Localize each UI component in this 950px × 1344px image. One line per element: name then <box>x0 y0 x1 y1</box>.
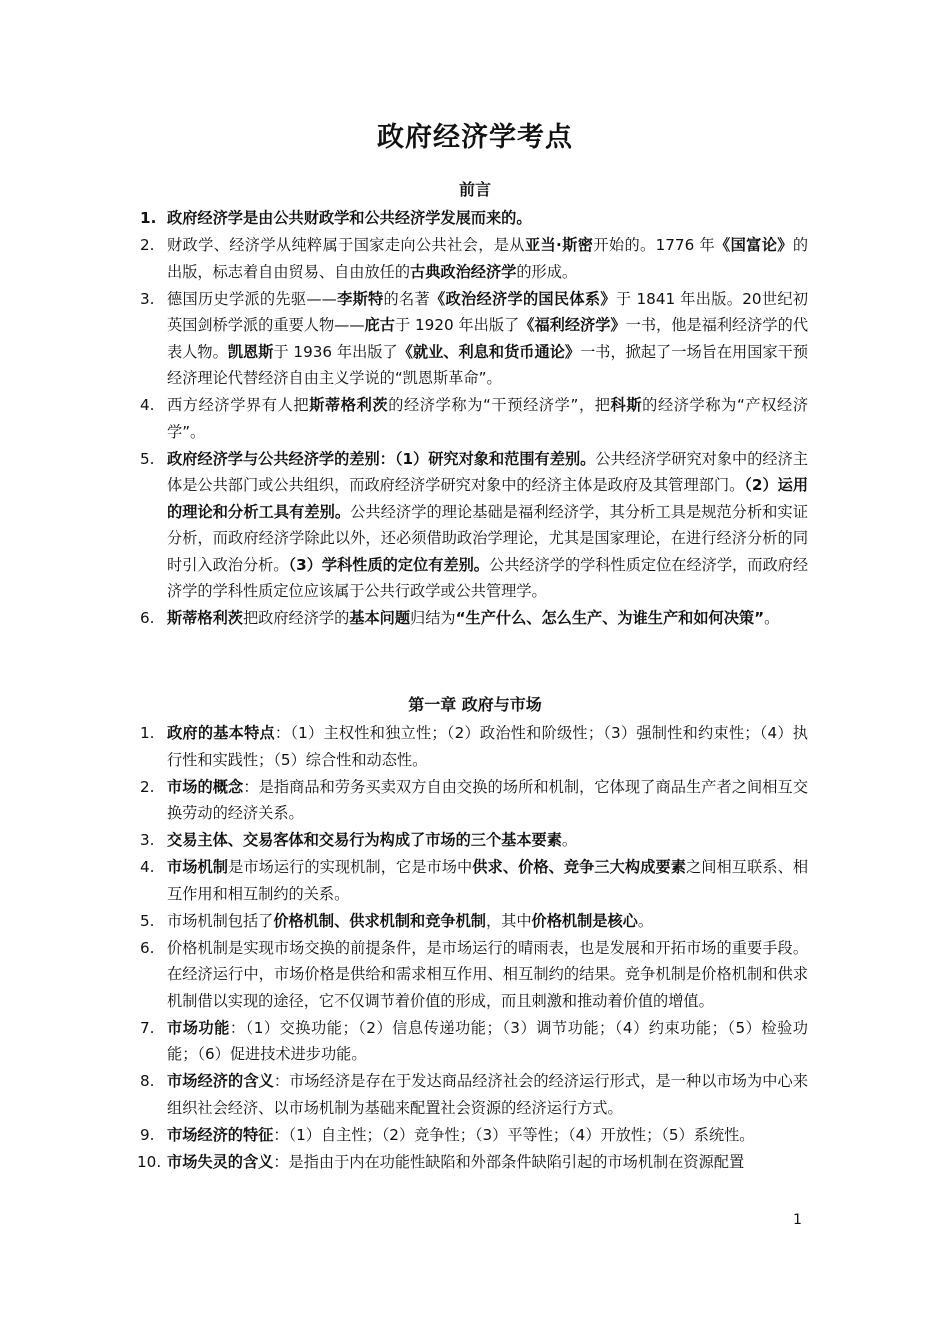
item-number: 6. <box>140 938 155 957</box>
body-text: ：是指由于内在功能性缺陷和外部条件缺陷引起的市场机制在资源配置 <box>273 1152 745 1171</box>
body-text: 于 1936 年出版了 <box>273 342 398 361</box>
emphasis-text: 斯蒂格利茨 <box>309 396 389 414</box>
list-item <box>140 205 808 232</box>
body-text: ：是指商品和劳务买卖双方自由交换的场所和机制，它体现了商品生产者之间相互交换劳动的经济关系。 <box>167 777 809 822</box>
emphasis-text: 市场失灵的含义 <box>167 1152 274 1171</box>
list-item <box>140 232 808 285</box>
emphasis-text: 《福利经济学》 <box>519 316 626 334</box>
body-text: 。 <box>561 831 578 849</box>
item-number: 5. <box>140 449 155 468</box>
item-number: 4. <box>140 858 155 876</box>
body-text: ：市场经济是存在于发达商品经济社会的经济运行形式，是一种以市场为中心来组织社会经济、以市场机制为基础来配置社会资源的经济运行方式。 <box>167 1072 809 1117</box>
body-text: 。 <box>764 609 780 627</box>
section-heading-chapter-1: 第一章 政府与市场 <box>408 695 542 714</box>
list-item <box>140 286 808 392</box>
item-number: 4. <box>140 396 155 414</box>
body-text: 的出版，标志着自由贸易、自由放任的 <box>167 236 809 281</box>
body-text: 的经济学称为“干预经济学”，把 <box>388 396 611 414</box>
body-text: 公共经济学的理论基础是福利经济学，其分析工具是规范分析和实证分析，而政府经济学除此以外，还必须借助政治学理论，尤其是国家理论，在进行经济分析的同时引入政治分析。 <box>167 502 809 574</box>
body-text: ，其中 <box>485 911 532 930</box>
list-item <box>140 392 808 445</box>
list-item <box>140 908 808 935</box>
emphasis-text: 供求、价格、竞争三大构成要素 <box>472 858 686 876</box>
body-text: 一书，掀起了一场旨在用国家干预经济理论代替经济自由主义学说的“凯恩斯革命”。 <box>167 342 809 387</box>
item-number: 1. <box>140 209 157 227</box>
emphasis-text: 李斯特 <box>336 289 384 308</box>
item-number: 5. <box>140 911 155 930</box>
emphasis-text: 科斯 <box>610 396 643 414</box>
emphasis-text: 市场功能 <box>167 1018 230 1037</box>
emphasis-text: 政府经济学是由公共财政学和公共经济学发展而来的。 <box>167 209 532 227</box>
emphasis-text: 市场机制 <box>167 858 229 876</box>
emphasis-text: 古典政治经济学 <box>410 262 517 281</box>
item-number: 2. <box>140 777 155 796</box>
body-text: 一书，他是福利经济学的代表人物。 <box>167 316 809 361</box>
emphasis-text: 政府的基本特点 <box>167 724 275 742</box>
body-text: 把政府经济学的 <box>242 609 350 627</box>
body-text: 财政学、经济学从纯粹属于国家走向公共社会，是从 <box>167 236 525 254</box>
item-number: 9. <box>140 1125 155 1144</box>
body-text: 于 1841 年出版。20世纪初英国剑桥学派的重要人物—— <box>167 289 809 334</box>
emphasis-text: 庇古 <box>364 316 395 334</box>
body-text: 公共经济学的学科性质定位在经济学，而政府经济学的学科性质定位应该属于公共行政学或公共管理学。 <box>167 555 809 600</box>
emphasis-text: 斯蒂格利茨 <box>167 609 243 627</box>
body-text: 的经济学称为“产权经济学”。 <box>167 396 809 441</box>
list-item <box>140 446 808 605</box>
emphasis-text: 交易主体、交易客体和交易行为构成了市场的三个基本要素 <box>167 831 562 849</box>
emphasis-text: （3）学科性质的定位有差别。 <box>288 555 489 574</box>
emphasis-text: 市场经济的特征 <box>167 1125 274 1144</box>
list-item <box>140 827 808 854</box>
body-text: 公共经济学研究对象中的经济主体是公共部门或公共组织，而政府经济学研究对象中的经济主体是政府及其管理部门。 <box>167 449 809 494</box>
body-text: ：（1）自主性；（2）竞争性；（3）平等性；（4）开放性；（5）系统性。 <box>273 1125 755 1144</box>
emphasis-text: 基本问题 <box>349 609 410 627</box>
emphasis-text: 价格机制是核心 <box>531 911 638 930</box>
body-text: 。 <box>637 911 653 930</box>
body-text: 价格机制是实现市场交换的前提条件，是市场运行的晴雨表，也是发展和开拓市场的重要手段。在经济运行中，市场价格是供给和需求相互作用、相互制约的结果。竞争机制是价格机制和供求机制借以实现的途径，它不仅调节着价值的形成，而且刺激和推动着价值的增值。 <box>167 938 808 1010</box>
emphasis-text: 《就业、利息和货币通论》 <box>397 342 581 361</box>
list-item <box>140 854 808 907</box>
emphasis-text: 《政治经济学的国民体系》 <box>430 289 616 308</box>
body-text: 是市场运行的实现机制，它是市场中 <box>228 858 473 876</box>
list-item <box>140 1122 808 1149</box>
body-text: 于 1920 年出版了 <box>394 316 520 334</box>
item-number: 3. <box>140 831 155 849</box>
list-item <box>140 605 808 632</box>
emphasis-text: 《国富论》 <box>715 236 793 254</box>
body-text: 西方经济学界有人把 <box>167 396 310 414</box>
item-number: 1. <box>140 724 155 742</box>
list-item <box>140 774 808 827</box>
item-number: 7. <box>140 1018 155 1037</box>
emphasis-text: 亚当·斯密 <box>524 236 594 254</box>
item-number: 10. <box>137 1152 162 1171</box>
emphasis-text: 凯恩斯 <box>227 342 274 361</box>
body-text: ：（1）主权性和独立性；（2）政治性和阶级性；（3）强制性和约束性；（4）执行性和实践性；（5）综合性和动态性。 <box>167 724 808 769</box>
body-text: 的名著 <box>383 289 431 308</box>
page-number: 1 <box>793 1212 802 1228</box>
body-text: 的形成。 <box>516 262 578 281</box>
list-item <box>140 720 808 773</box>
emphasis-text: 市场的概念 <box>167 777 244 796</box>
item-number: 6. <box>140 609 155 627</box>
emphasis-text: （2）运用的理论和分析工具有差别。 <box>167 476 809 521</box>
item-number: 3. <box>140 289 155 308</box>
body-text: 归结为 <box>410 609 456 627</box>
emphasis-text: 市场经济的含义 <box>167 1072 274 1090</box>
body-text: 市场机制包括了 <box>167 911 274 930</box>
document-title: 政府经济学考点 <box>377 122 573 153</box>
list-item <box>140 1068 808 1121</box>
body-text: ：（1）交换功能；（2）信息传递功能；（3）调节功能；（4）约束功能；（5）检验功能；（6）促进技术进步功能。 <box>167 1018 808 1063</box>
preface-list <box>140 205 808 632</box>
body-text: 之间相互联系、相互作用和相互制约的关系。 <box>167 858 809 903</box>
body-text: 德国历史学派的先驱—— <box>167 289 337 308</box>
list-item <box>140 1015 808 1068</box>
emphasis-text: “生产什么、怎么生产、为谁生产和如何决策” <box>455 609 765 627</box>
list-item <box>140 935 808 1015</box>
item-number: 2. <box>140 236 155 254</box>
chapter-1-list <box>137 720 809 1176</box>
emphasis-text: 价格机制、供求机制和竞争机制 <box>273 911 486 930</box>
item-number: 8. <box>140 1072 155 1090</box>
list-item <box>137 1149 808 1176</box>
section-heading-preface: 前言 <box>458 180 491 199</box>
body-text: 开始的。1776 年 <box>593 236 716 254</box>
emphasis-text: 政府经济学与公共经济学的差别：（1）研究对象和范围有差别。 <box>167 449 596 468</box>
